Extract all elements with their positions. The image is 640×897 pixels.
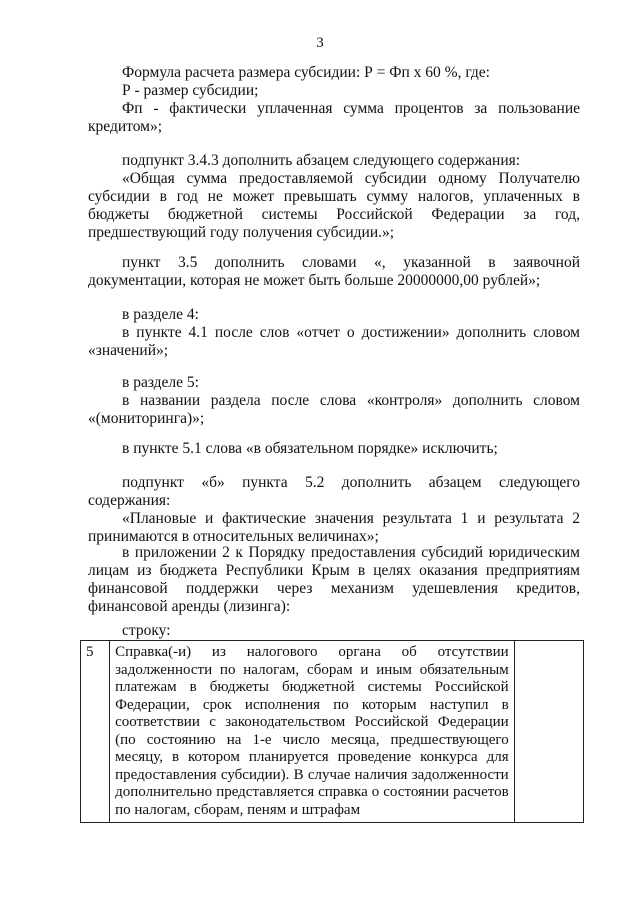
appendix-2-text: в приложении 2 к Порядку предоставления субсидий юридическим лицам из бюджета Республики Крым в целях оказания предприятиям финансовой поддержки через механизм удешевления кредитов, финансовой аренды (лизинга): bbox=[88, 544, 580, 615]
formula-fp-definition: Фп - фактически уплаченная сумма процентов за пользование кредитом»; bbox=[88, 100, 580, 135]
section-5-text: в названии раздела после слова «контроля» дополнить словом «(мониторинга)»; bbox=[88, 392, 580, 427]
point-5-1 bbox=[88, 440, 580, 458]
formula-line: Формула расчета размера субсидии: Р = Фп х 60 %, где: bbox=[122, 64, 490, 81]
section-5-intro: в разделе 5: bbox=[122, 374, 199, 391]
point-5-1-text: в пункте 5.1 слова «в обязательном порядке» исключить; bbox=[122, 440, 498, 457]
section-4-text: в пункте 4.1 после слов «отчет о достижении» дополнить словом «значений»; bbox=[88, 324, 580, 359]
section-5 bbox=[88, 374, 580, 428]
document-table bbox=[80, 640, 584, 823]
section-4-intro: в разделе 4: bbox=[122, 306, 199, 323]
subpoint-5-2-b bbox=[88, 474, 580, 546]
table-row bbox=[81, 641, 584, 823]
point-3-5 bbox=[88, 254, 580, 290]
subpoint-3-4-3-text: «Общая сумма предоставляемой субсидии одному Получателю субсидии в год не может превышать сумму налогов, уплаченных в бюджеты бюджетной системы Российской Федерации за год, предшествующий году получения субсидии.»; bbox=[88, 170, 580, 241]
row-label: строку: bbox=[122, 622, 171, 639]
table-cell-number: 5 bbox=[81, 641, 110, 823]
subpoint-3-4-3-intro: подпункт 3.4.3 дополнить абзацем следующего содержания: bbox=[122, 152, 521, 169]
subpoint-5-2-b-text: «Плановые и фактические значения результата 1 и результата 2 принимаются в относительных величинах»; bbox=[88, 510, 580, 545]
point-3-5-text: пункт 3.5 дополнить словами «, указанной в заявочной документации, которая не может быть больше 20000000,00 рублей»; bbox=[88, 254, 580, 289]
formula-block bbox=[88, 64, 580, 136]
table-cell-empty bbox=[514, 641, 583, 823]
table-cell-document-description: Справка(-и) из налогового органа об отсутствии задолженности по налогам, сборам и иным обязательным платежам в бюджеты бюджетной системы Российской Федерации, срок исполнения по которым наступил в соответствии с законодательством Российской Федерации (по состоянию на 1-е число месяца, предшествующего месяцу, в котором планируется проведение конкурса для предоставления субсидии). В случае наличия задолженности дополнительно представляется справка о состоянии расчетов по налогам, сборам, пеням и штрафам bbox=[110, 641, 515, 823]
appendix-2-paragraph bbox=[88, 544, 580, 616]
row-label-block bbox=[88, 622, 580, 640]
page-number: 3 bbox=[316, 35, 324, 51]
formula-p-definition: Р - размер субсидии; bbox=[122, 82, 259, 99]
subpoint-3-4-3 bbox=[88, 152, 580, 242]
section-4 bbox=[88, 306, 580, 360]
subpoint-5-2-b-intro: подпункт «б» пункта 5.2 дополнить абзацем следующего содержания: bbox=[88, 474, 580, 509]
